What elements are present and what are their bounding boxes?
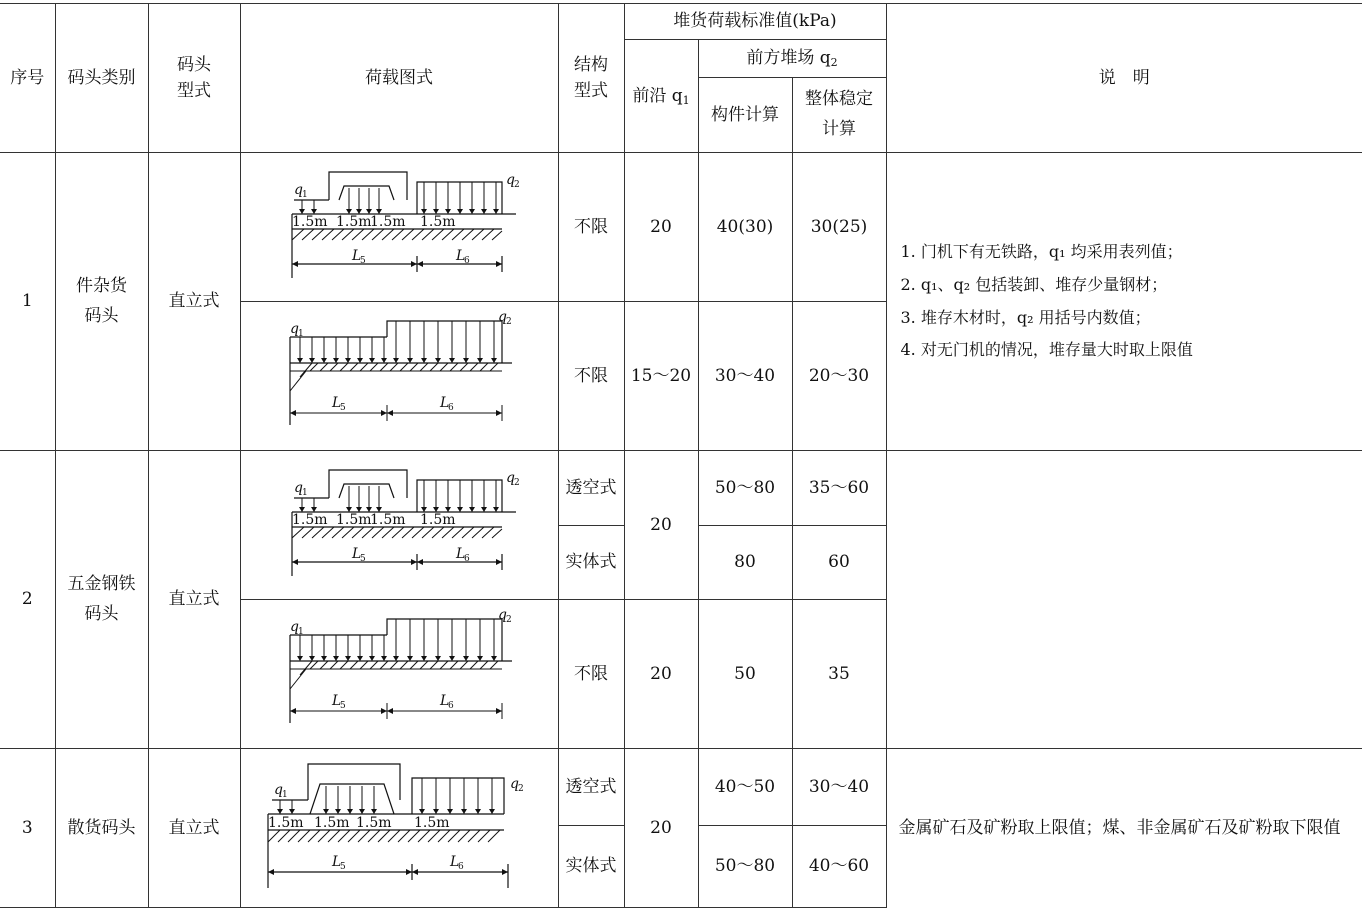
row3b-stability: 40～60 bbox=[792, 826, 886, 908]
row1a-front-edge: 20 bbox=[624, 153, 698, 302]
row2b-structure: 实体式 bbox=[558, 526, 624, 600]
row1-note-1: 1. 门机下有无铁路，q₁ 均采用表列值； bbox=[900, 241, 1183, 261]
svg-text:6: 6 bbox=[448, 403, 454, 413]
svg-text:5: 5 bbox=[360, 256, 366, 266]
load-diagram-bulk bbox=[264, 758, 534, 898]
svg-text:1: 1 bbox=[282, 790, 288, 800]
svg-text:L: L bbox=[456, 546, 466, 562]
svg-text:5: 5 bbox=[340, 701, 346, 711]
svg-text:L: L bbox=[352, 248, 362, 264]
svg-text:1: 1 bbox=[298, 329, 304, 339]
row1-seq: 1 bbox=[0, 153, 55, 451]
row2c-stability: 35 bbox=[792, 600, 886, 749]
svg-text:L: L bbox=[456, 248, 466, 264]
row1-dock-type: 件杂货 码头 bbox=[55, 153, 148, 451]
header-load-diagram: 荷载图式 bbox=[240, 4, 558, 153]
row2a-structure: 透空式 bbox=[558, 451, 624, 526]
svg-text:1.5m: 1.5m bbox=[336, 512, 372, 528]
row3-front-edge-merged: 20 bbox=[624, 749, 698, 908]
svg-text:6: 6 bbox=[464, 256, 470, 266]
row2-dock-form: 直立式 bbox=[148, 451, 240, 749]
svg-text:q: q bbox=[506, 172, 515, 188]
svg-text:1.5m: 1.5m bbox=[420, 512, 456, 528]
svg-text:1.5m: 1.5m bbox=[314, 815, 350, 831]
row2-diagram-b bbox=[240, 600, 558, 749]
svg-text:L: L bbox=[332, 854, 342, 870]
svg-text:q: q bbox=[510, 776, 519, 792]
svg-text:5: 5 bbox=[340, 862, 346, 872]
row3-dock-type: 散货码头 bbox=[55, 749, 148, 908]
row1-diagram-b bbox=[240, 302, 558, 451]
svg-text:q: q bbox=[506, 470, 515, 486]
row3a-member: 40～50 bbox=[698, 749, 792, 826]
svg-text:1.5m: 1.5m bbox=[414, 815, 450, 831]
row1-notes bbox=[886, 153, 1362, 451]
load-diagram-simple bbox=[284, 607, 514, 735]
svg-text:1: 1 bbox=[302, 488, 308, 498]
header-front-edge: 前沿 q1 bbox=[624, 40, 698, 153]
row3a-stability: 30～40 bbox=[792, 749, 886, 826]
svg-text:2: 2 bbox=[514, 478, 520, 488]
header-dock-form: 码头 型式 bbox=[148, 4, 240, 153]
svg-text:1.5m: 1.5m bbox=[420, 214, 456, 230]
svg-text:L: L bbox=[440, 395, 450, 411]
svg-text:1.5m: 1.5m bbox=[356, 815, 392, 831]
row2-diagram-a bbox=[240, 451, 558, 600]
svg-text:1.5m: 1.5m bbox=[370, 512, 406, 528]
svg-text:L: L bbox=[440, 693, 450, 709]
row1-note-3: 3. 堆存木材时，q₂ 用括号内数值； bbox=[900, 307, 1151, 327]
row1a-member: 40(30) bbox=[698, 153, 792, 302]
row2c-structure: 不限 bbox=[558, 600, 624, 749]
row2-seq: 2 bbox=[0, 451, 55, 749]
svg-text:1: 1 bbox=[302, 190, 308, 200]
row3-seq: 3 bbox=[0, 749, 55, 908]
row3-diagram bbox=[240, 749, 558, 908]
row3-dock-form: 直立式 bbox=[148, 749, 240, 908]
row2-front-edge-merged: 20 bbox=[624, 451, 698, 600]
row3b-structure: 实体式 bbox=[558, 826, 624, 908]
svg-text:6: 6 bbox=[448, 701, 454, 711]
header-seq: 序号 bbox=[0, 4, 55, 153]
row2b-member: 80 bbox=[698, 526, 792, 600]
svg-text:L: L bbox=[352, 546, 362, 562]
row1b-member: 30～40 bbox=[698, 302, 792, 451]
row1-note-4: 4. 对无门机的情况，堆存量大时取上限值 bbox=[900, 340, 1193, 360]
row1b-stability: 20～30 bbox=[792, 302, 886, 451]
svg-text:L: L bbox=[332, 693, 342, 709]
svg-text:1.5m: 1.5m bbox=[370, 214, 406, 230]
row2a-stability: 35～60 bbox=[792, 451, 886, 526]
header-notes: 说 明 bbox=[886, 4, 1362, 153]
row3a-structure: 透空式 bbox=[558, 749, 624, 826]
svg-text:1: 1 bbox=[298, 627, 304, 637]
svg-text:1.5m: 1.5m bbox=[292, 214, 328, 230]
svg-text:1.5m: 1.5m bbox=[336, 214, 372, 230]
svg-text:2: 2 bbox=[506, 317, 512, 327]
svg-text:q: q bbox=[294, 480, 303, 496]
row1-dock-form: 直立式 bbox=[148, 153, 240, 451]
svg-text:q: q bbox=[290, 619, 299, 635]
svg-text:q: q bbox=[294, 182, 303, 198]
row2c-front-edge: 20 bbox=[624, 600, 698, 749]
svg-text:1.5m: 1.5m bbox=[268, 815, 304, 831]
load-diagram-simple bbox=[284, 309, 514, 437]
row1-note-2: 2. q₁、q₂ 包括装卸、堆存少量钢材； bbox=[900, 274, 1168, 294]
svg-text:1.5m: 1.5m bbox=[292, 512, 328, 528]
header-structure-type: 结构 型式 bbox=[558, 4, 624, 153]
row3b-member: 50～80 bbox=[698, 826, 792, 908]
row2-notes-empty bbox=[886, 451, 1362, 749]
row3-notes: 金属矿石及矿粉取上限值；煤、非金属矿石及矿粉取下限值 bbox=[886, 749, 1362, 908]
header-standard-load: 堆货荷载标准值(kPa) bbox=[624, 4, 886, 40]
row1-diagram-a bbox=[240, 153, 558, 302]
svg-text:q: q bbox=[498, 607, 507, 623]
header-front-yard: 前方堆场 q2 bbox=[698, 40, 886, 78]
row2c-member: 50 bbox=[698, 600, 792, 749]
svg-text:5: 5 bbox=[340, 403, 346, 413]
row2a-member: 50～80 bbox=[698, 451, 792, 526]
svg-text:q: q bbox=[274, 782, 283, 798]
load-diagram-gantry bbox=[284, 464, 520, 586]
header-overall-stability: 整体稳定 计算 bbox=[792, 78, 886, 153]
svg-text:L: L bbox=[450, 854, 460, 870]
row1a-stability: 30(25) bbox=[792, 153, 886, 302]
row1b-front-edge: 15～20 bbox=[624, 302, 698, 451]
svg-text:6: 6 bbox=[464, 554, 470, 564]
header-dock-type: 码头类别 bbox=[55, 4, 148, 153]
svg-text:q: q bbox=[498, 309, 507, 325]
row2-dock-type: 五金钢铁 码头 bbox=[55, 451, 148, 749]
svg-text:L: L bbox=[332, 395, 342, 411]
svg-text:q: q bbox=[290, 321, 299, 337]
row1a-structure: 不限 bbox=[558, 153, 624, 302]
svg-text:2: 2 bbox=[506, 615, 512, 625]
row2b-stability: 60 bbox=[792, 526, 886, 600]
svg-text:2: 2 bbox=[514, 180, 520, 190]
header-member-calc: 构件计算 bbox=[698, 78, 792, 153]
svg-text:2: 2 bbox=[518, 784, 524, 794]
load-diagram-gantry bbox=[284, 166, 520, 288]
load-standard-table bbox=[0, 3, 1362, 908]
row1b-structure: 不限 bbox=[558, 302, 624, 451]
svg-text:5: 5 bbox=[360, 554, 366, 564]
svg-text:6: 6 bbox=[458, 862, 464, 872]
